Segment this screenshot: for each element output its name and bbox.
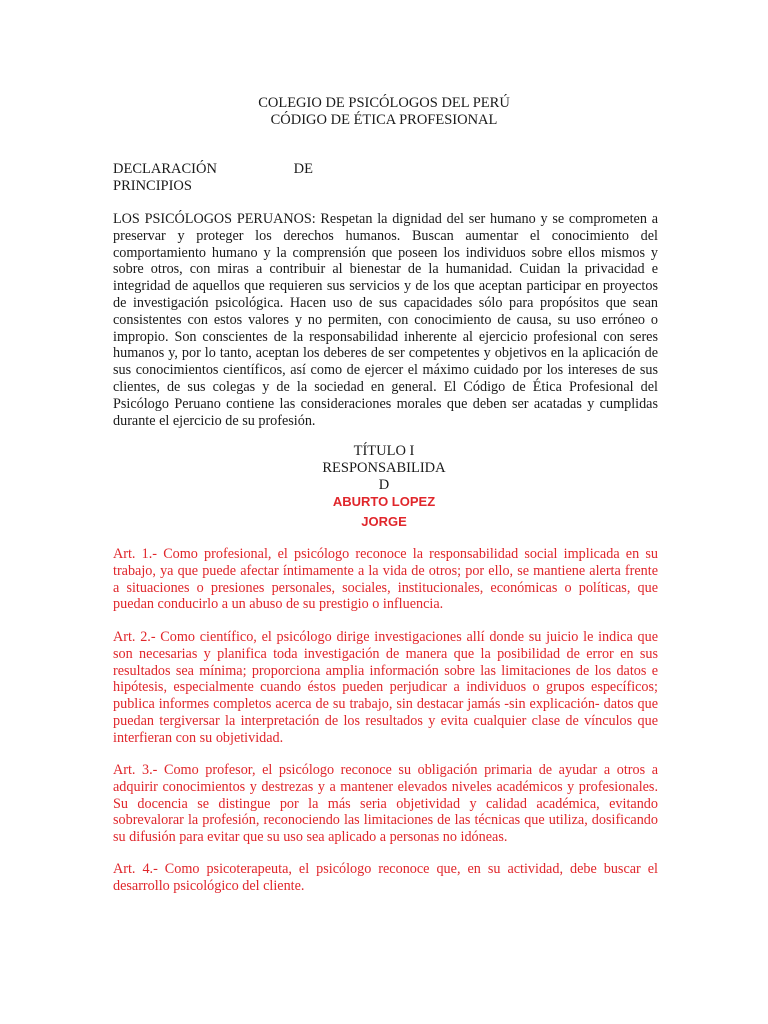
declaration-heading <box>113 161 333 195</box>
declaration-principles-word: PRINCIPIOS <box>113 178 192 194</box>
title-number: TÍTULO I <box>353 443 415 459</box>
section-title <box>0 443 768 494</box>
author-name <box>0 492 768 532</box>
author-surname: ABURTO LOPEZ <box>332 494 436 509</box>
intro-paragraph: LOS PSICÓLOGOS PERUANOS: Respetan la dignidad del ser humano y se comprometen a preservar y proteger los derechos humanos. Buscan aumentar el conocimiento del comportamiento humano y la comprensión que poseen los individuos sobre ellos mismos y sobre otros, con miras a contribuir al bienestar de la humanidad. Cuidan la privacidad e integridad de aquellos que requieren sus servicios y de los que aceptan participar en proyectos de investigación psicológica. Hacen uso de sus capacidades sólo para propósitos que sean consistentes con estos valores y no permiten, con conocimiento de causa, su uso erróneo o impropio. Son conscientes de la responsabilidad inherente al ejercicio profesional con seres humanos y, por lo tanto, aceptan los deberes de ser competentes y objetivos en la aplicación de sus conocimientos científicos, así como de ejercer el máximo cuidado por los intereses de sus clientes, de sus colegas y de la sociedad en general. El Código de Ética Profesional del Psicólogo Peruano contiene las consideraciones morales que deben ser acatadas y cumplidas durante el ejercicio de su profesión. <box>113 211 658 429</box>
institution-title: COLEGIO DE PSICÓLOGOS DEL PERÚ <box>258 95 510 111</box>
code-title: CÓDIGO DE ÉTICA PROFESIONAL <box>270 112 498 128</box>
article-2: Art. 2.- Como científico, el psicólogo dirige investigaciones allí donde su juicio le indica que son necesarias y planifica toda investigación de manera que la posibilidad de error en sus resultados sea mínima; proporciona amplia información sobre las limitaciones de los datos e hipótesis, especialmente cuando éstos pueden perjudicar a individuos o grupos específicos; publica informes completos acerca de su trabajo, sin destacar jamás -sin explicación- datos que puedan tergiversar la interpretación de los resultados y evita cualquier clase de vínculos que interfieran con su objetividad. <box>113 629 658 746</box>
title-name-part2: D <box>378 477 390 493</box>
author-firstname: JORGE <box>361 514 407 529</box>
declaration-word: DECLARACIÓN <box>113 161 217 177</box>
article-3: Art. 3.- Como profesor, el psicólogo reconoce su obligación primaria de ayudar a otros a adquirir conocimientos y destrezas y a mantener elevados niveles académicos y profesionales. Su docencia se distingue por la más seria objetividad y calidad académica, evitando sobrevalorar la profesión, reconociendo las limitaciones de las técnicas que utiliza, dosificando su difusión para evitar que su uso sea aplicado a personas no idóneas. <box>113 762 658 846</box>
article-4: Art. 4.- Como psicoterapeuta, el psicólogo reconoce que, en su actividad, debe buscar el desarrollo psicológico del cliente. <box>113 861 658 894</box>
title-name-part1: RESPONSABILIDA <box>322 460 446 476</box>
article-1: Art. 1.- Como profesional, el psicólogo reconoce la responsabilidad social implicada en su trabajo, ya que puede afectar íntimamente a la vida de otros; por ello, se mantiene alerta frente a situaciones o presiones personales, sociales, institucionales, económicas o políticas, que puedan conducirlo a un abuso de su prestigio o influencia. <box>113 546 658 613</box>
declaration-de-word: DE <box>293 161 313 177</box>
